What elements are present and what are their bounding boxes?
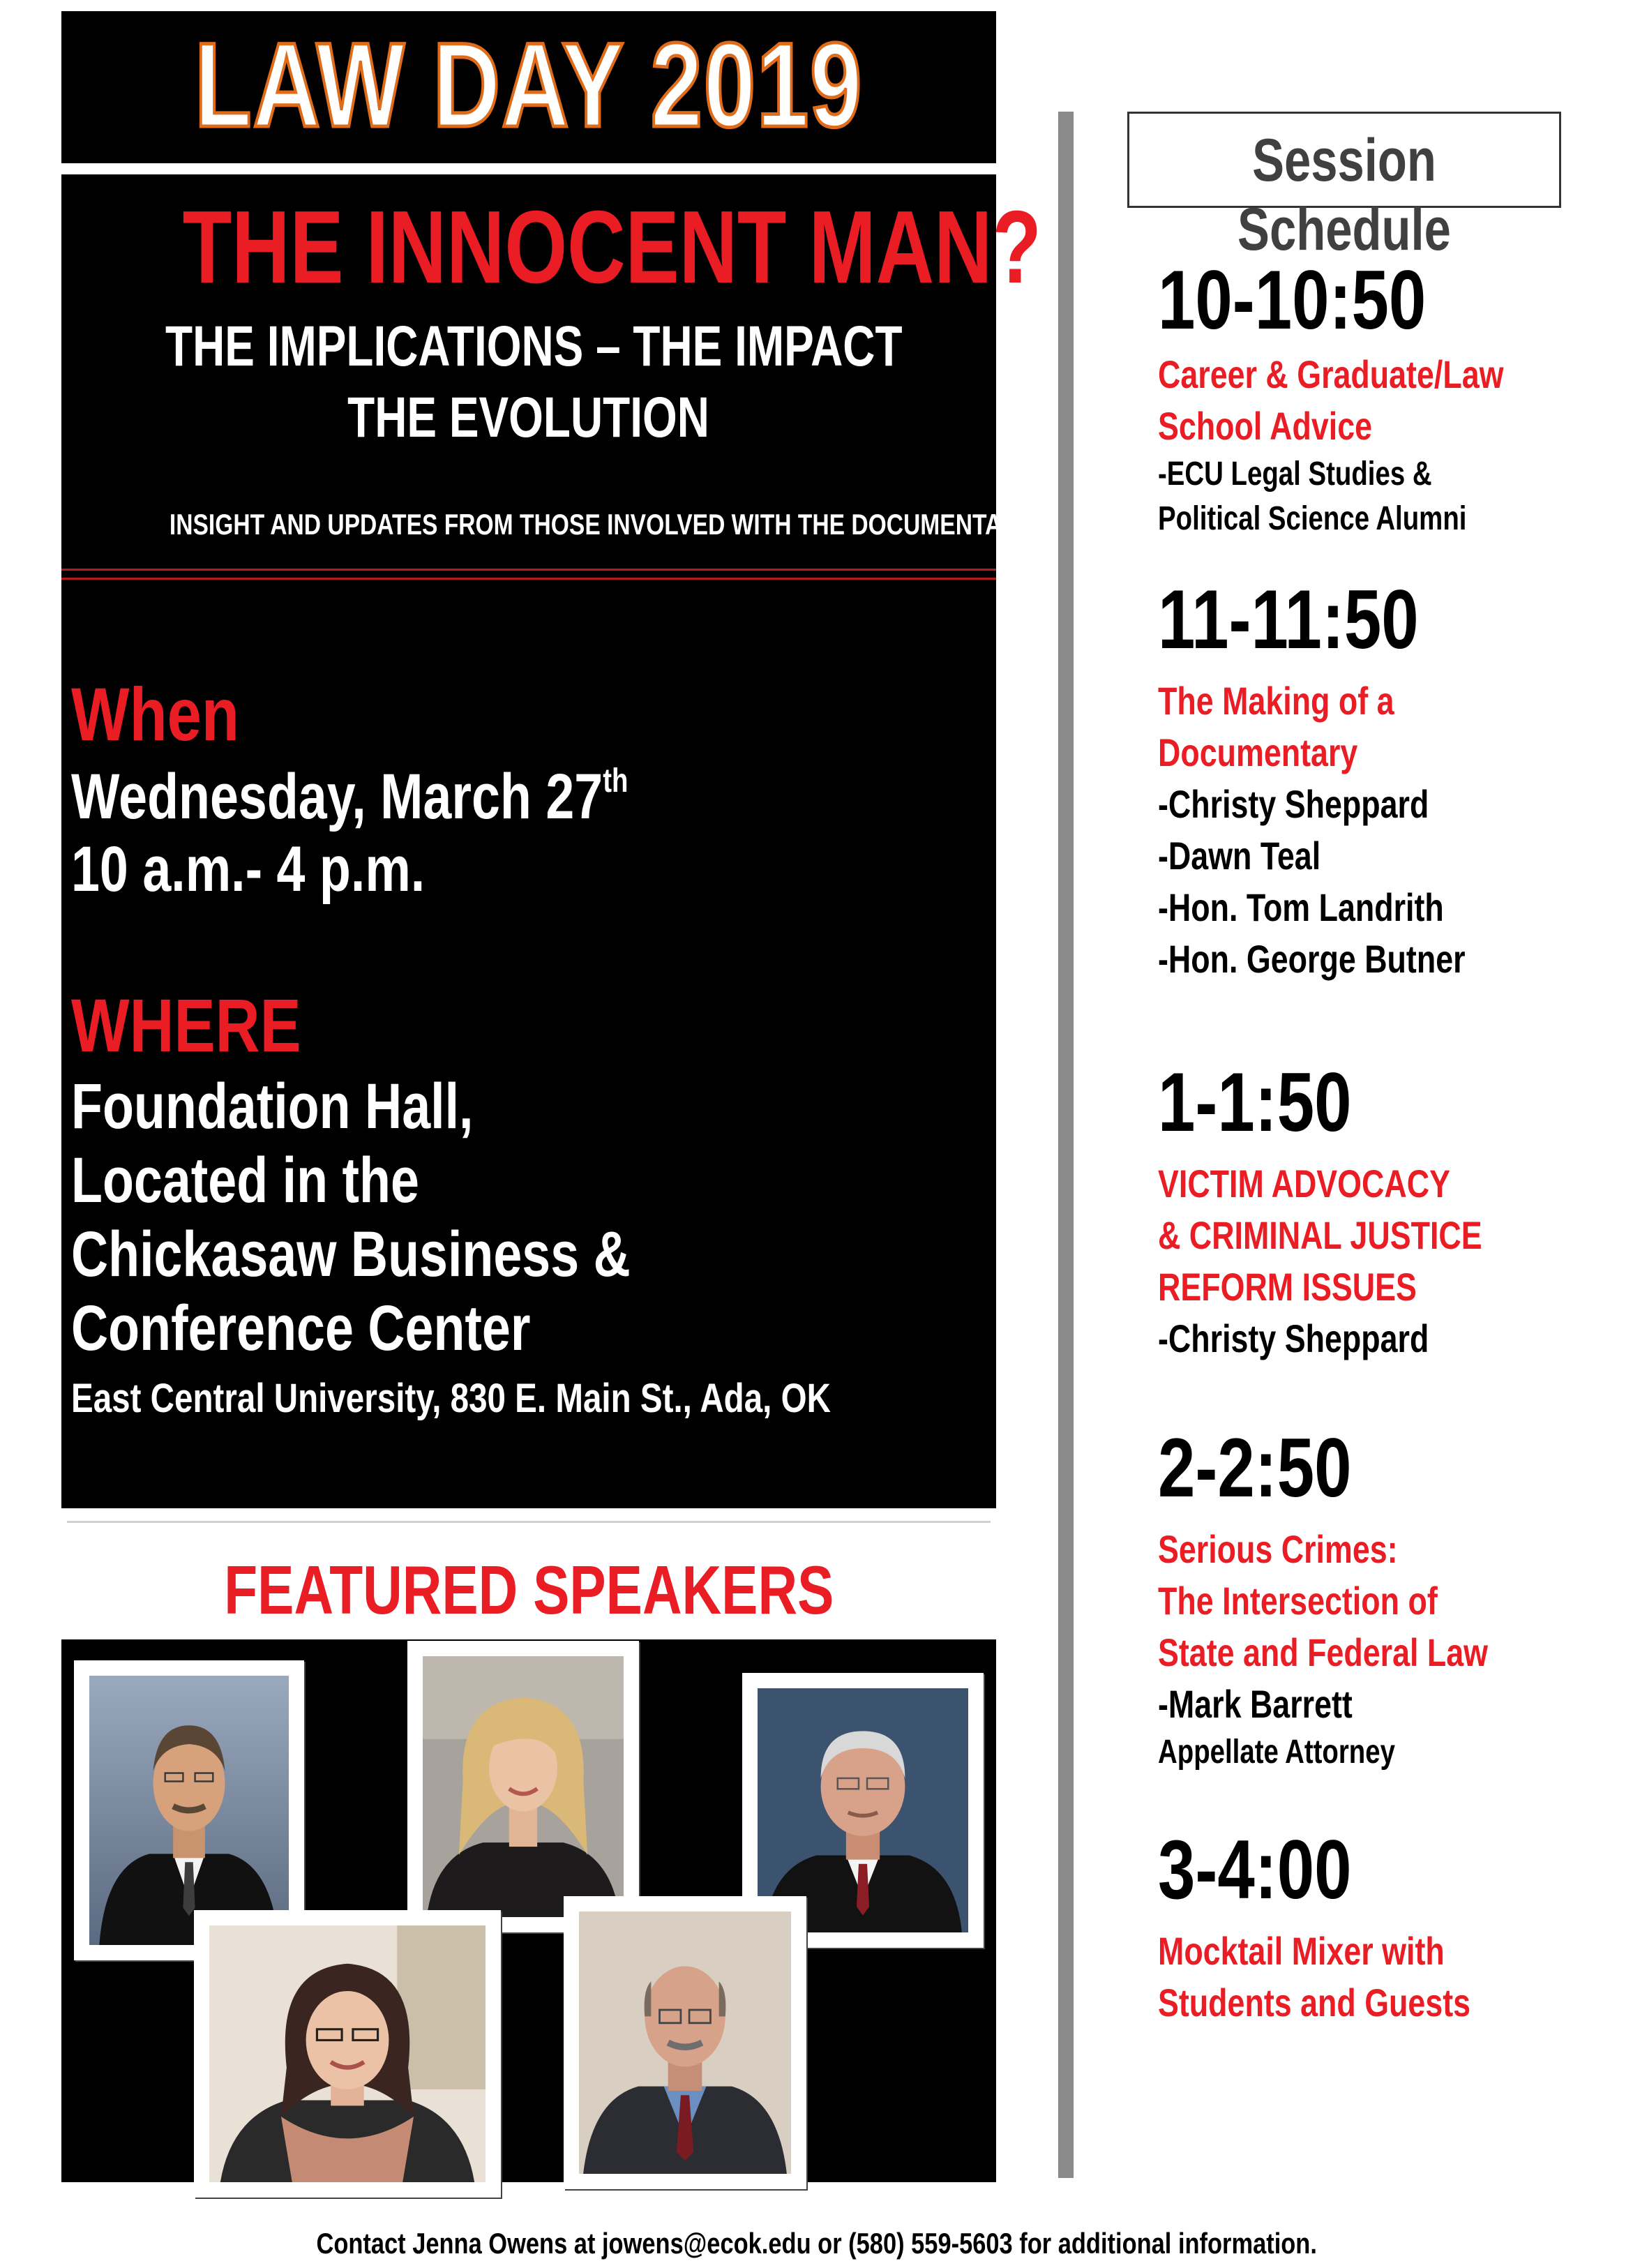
session-schedule-heading: Session Schedule: [1237, 127, 1451, 263]
venue-line: Foundation Hall,: [71, 1071, 474, 1142]
session-block: [1158, 1056, 1563, 1365]
tagline-line-2: THE EVOLUTION: [347, 386, 710, 449]
where-heading: WHERE: [71, 983, 301, 1067]
session-time: 3-4:00: [1158, 1823, 1352, 1916]
session-title: Serious Crimes:: [1158, 1527, 1398, 1571]
session-block: [1158, 1421, 1570, 1775]
session-title: VICTIM ADVOCACY: [1158, 1162, 1450, 1206]
event-subtitle: THE INNOCENT MAN?: [182, 190, 1041, 305]
contact-footer: [0, 2227, 1633, 2260]
session-speaker: -Mark Barrett: [1158, 1682, 1353, 1726]
session-title: Mocktail Mixer with: [1158, 1929, 1445, 1973]
session-title: Career & Graduate/Law: [1158, 352, 1504, 396]
session-title: Documentary: [1158, 730, 1358, 774]
venue-line: Conference Center: [71, 1293, 531, 1364]
venue-address: East Central University, 830 E. Main St., Ada, OK: [71, 1376, 831, 1421]
venue-line: Located in the: [71, 1145, 419, 1216]
event-title: LAW DAY 2019: [194, 18, 864, 152]
speaker-photo: [407, 1641, 639, 1932]
event-time: 10 a.m.- 4 p.m.: [71, 834, 426, 905]
insight-note: INSIGHT AND UPDATES FROM THOSE INVOLVED WITH THE DOCUMENTARY: [169, 508, 1034, 541]
session-speaker: -Christy Sheppard: [1158, 782, 1429, 826]
event-date: Wednesday, March 27th: [71, 761, 629, 832]
session-title: State and Federal Law: [1158, 1630, 1489, 1674]
featured-speakers-heading: FEATURED SPEAKERS: [223, 1552, 834, 1628]
session-title: The Making of a: [1158, 679, 1394, 723]
speaker-photo: [194, 1910, 501, 2198]
divider-line: [61, 569, 996, 571]
session-block: [1158, 253, 1590, 541]
session-title: Students and Guests: [1158, 1981, 1471, 2025]
session-schedule-box: [1127, 112, 1561, 263]
session-speaker-role: Appellate Attorney: [1158, 1734, 1395, 1771]
when-heading: When: [71, 672, 240, 756]
title-banner: [61, 11, 996, 163]
session-block: [1158, 1823, 1549, 2029]
session-title: The Intersection of: [1158, 1579, 1438, 1623]
session-speaker: Political Science Alumni: [1158, 500, 1467, 537]
session-speaker: -Hon. Tom Landrith: [1158, 885, 1444, 929]
session-time: 2-2:50: [1158, 1421, 1352, 1515]
vertical-divider: [1058, 112, 1074, 2178]
divider-line: [61, 578, 996, 580]
session-title: REFORM ISSUES: [1158, 1265, 1417, 1309]
session-title: & CRIMINAL JUSTICE: [1158, 1213, 1482, 1257]
featured-speakers-header: [67, 1521, 991, 1640]
event-details-panel: [61, 174, 1041, 1508]
session-time: 11-11:50: [1158, 573, 1419, 666]
tagline-line-1: THE IMPLICATIONS – THE IMPACT: [165, 315, 903, 378]
session-speaker: -Christy Sheppard: [1158, 1316, 1429, 1360]
speaker-photo: [564, 1896, 806, 2189]
contact-info: Contact Jenna Owens at jowens@ecok.edu or (580) 559-5603 for additional information.: [316, 2227, 1317, 2260]
session-title: School Advice: [1158, 404, 1373, 448]
session-speaker: -Hon. George Butner: [1158, 937, 1466, 981]
session-time: 10-10:50: [1158, 253, 1427, 347]
session-speaker: -Dawn Teal: [1158, 834, 1321, 878]
venue-line: Chickasaw Business &: [71, 1219, 631, 1290]
session-block: [1158, 573, 1542, 985]
session-speaker: -ECU Legal Studies &: [1158, 456, 1432, 493]
session-time: 1-1:50: [1158, 1056, 1352, 1149]
